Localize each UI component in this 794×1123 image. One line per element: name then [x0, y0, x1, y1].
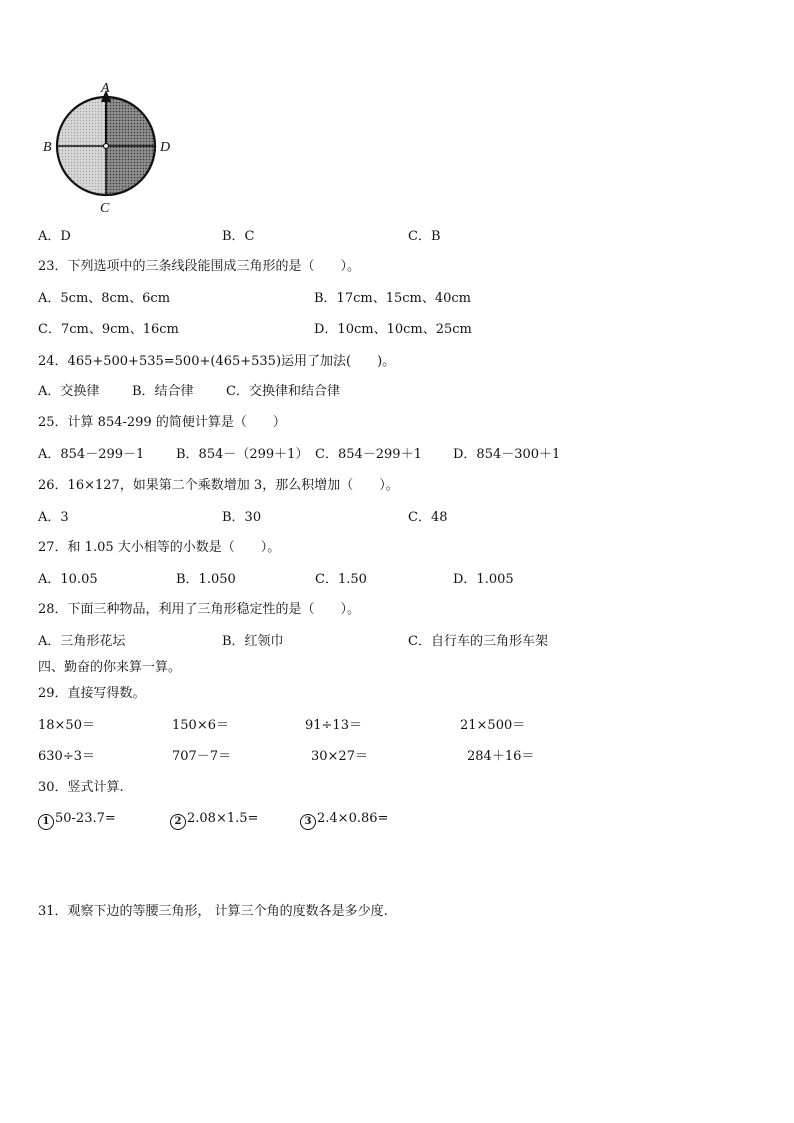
- q27-option-b: B．1.050: [176, 572, 236, 587]
- section-4-title: 四、勤奋的你来算一算。: [38, 660, 182, 675]
- q24-option-a: A．交换律: [38, 384, 100, 399]
- label-d: D: [160, 140, 171, 155]
- q28-option-a: A．三角形花坛: [38, 634, 126, 649]
- q29-r2-item-4: 284＋16＝: [467, 749, 535, 764]
- q22-option-a: A．D: [38, 229, 71, 244]
- q30-item-3-expr: 2.4×0.86=: [317, 811, 389, 826]
- q28-option-c: C．自行车的三角形车架: [408, 634, 548, 649]
- q27-option-c: C．1.50: [315, 572, 367, 587]
- label-c: C: [100, 201, 110, 216]
- q23-stem: 23．下列选项中的三条线段能围成三角形的是（ ）。: [38, 259, 361, 274]
- q23-option-d: D．10cm、10cm、25cm: [314, 322, 472, 337]
- q27-option-a: A．10.05: [38, 572, 98, 587]
- q25-stem: 25．计算 854-299 的简便计算是（ ）: [38, 415, 286, 430]
- q22-option-c: C．B: [408, 229, 441, 244]
- q26-stem: 26．16×127，如果第二个乘数增加 3，那么积增加（ ）。: [38, 478, 399, 493]
- q29-r2-item-2: 707－7＝: [172, 749, 232, 764]
- q30-item-1: [38, 810, 116, 830]
- q23-option-a: A．5cm、8cm、6cm: [38, 291, 171, 306]
- q28-option-b: B．红领巾: [222, 634, 284, 649]
- q29-r1-item-2: 150×6＝: [172, 718, 229, 733]
- q23-option-c: C．7cm、9cm、16cm: [38, 322, 179, 337]
- q26-option-c: C．48: [408, 510, 448, 525]
- q25-option-c: C．854－299＋1: [315, 447, 422, 462]
- label-a: A: [101, 81, 110, 96]
- q29-r1-item-1: 18×50＝: [38, 718, 95, 733]
- q25-option-d: D．854－300＋1: [453, 447, 561, 462]
- q30-item-2-expr: 2.08×1.5=: [187, 811, 259, 826]
- q29-r2-item-3: 30×27＝: [311, 749, 368, 764]
- label-b: B: [43, 140, 52, 155]
- q30-item-3: [300, 810, 388, 830]
- q30-item-1-expr: 50-23.7=: [55, 811, 116, 826]
- q26-option-b: B．30: [222, 510, 262, 525]
- q26-option-a: A．3: [38, 510, 69, 525]
- q29-r1-item-3: 91÷13＝: [305, 718, 362, 733]
- q29-r1-item-4: 21×500＝: [460, 718, 526, 733]
- q27-stem: 27．和 1.05 大小相等的小数是（ ）。: [38, 540, 281, 555]
- q30-item-2: [170, 810, 258, 830]
- q22-option-b: B．C: [222, 229, 255, 244]
- center-dot: [104, 144, 109, 149]
- q25-option-b: B．854－（299＋1）: [176, 447, 309, 462]
- q28-stem: 28．下面三种物品，利用了三角形稳定性的是（ ）。: [38, 602, 361, 617]
- q31-stem: 31．观察下边的等腰三角形， 计算三个角的度数各是多少度.: [38, 904, 388, 919]
- q27-option-d: D．1.005: [453, 572, 514, 587]
- q24-option-b: B．结合律: [132, 384, 194, 399]
- circled-number-3: 3: [300, 814, 316, 830]
- q29-stem: 29．直接写得数。: [38, 686, 146, 701]
- circled-number-1: 1: [38, 814, 54, 830]
- circled-number-2: 2: [170, 814, 186, 830]
- q24-stem: 24．465+500+535=500+(465+535)运用了加法( )。: [38, 354, 396, 369]
- q24-option-c: C．交换律和结合律: [226, 384, 340, 399]
- q29-r2-item-1: 630÷3＝: [38, 749, 95, 764]
- circle-quadrant-figure: [40, 80, 180, 220]
- q25-option-a: A．854－299－1: [38, 447, 145, 462]
- q30-stem: 30．竖式计算.: [38, 780, 124, 795]
- q23-option-b: B．17cm、15cm、40cm: [314, 291, 472, 306]
